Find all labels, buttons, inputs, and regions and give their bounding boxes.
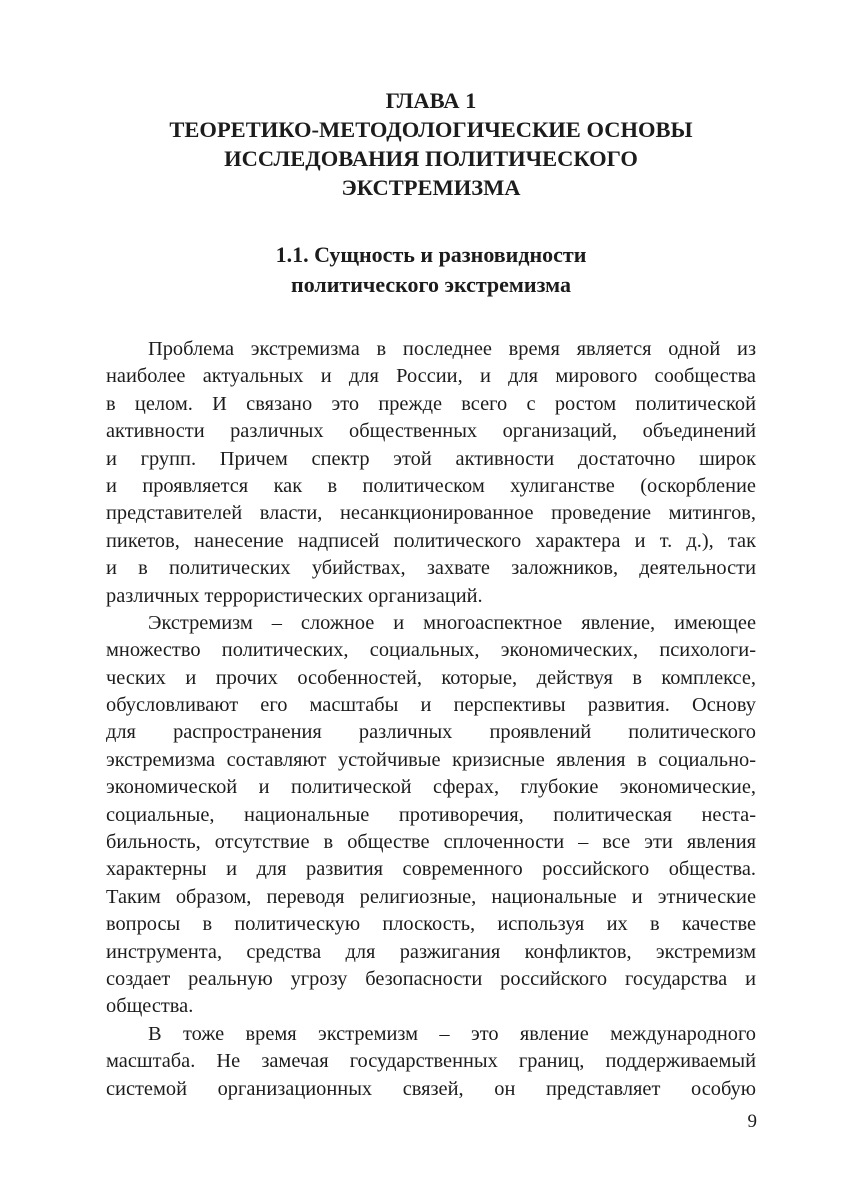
text-line: и групп. Причем спектр этой активности достаточно широк xyxy=(106,447,756,470)
section-title-line: политического экстремизма xyxy=(291,272,571,297)
text-line: активности различных общественных организаций, объединений xyxy=(106,420,756,443)
body-text xyxy=(106,336,756,1103)
section-title xyxy=(106,240,756,300)
text-line: В тоже время экстремизм – это явление международного xyxy=(148,1022,756,1045)
text-line: и проявляется как в политическом хулиганстве (оскорбление xyxy=(106,474,756,497)
chapter-title-line: ИССЛЕДОВАНИЯ ПОЛИТИЧЕСКОГО xyxy=(224,146,638,171)
page-content xyxy=(106,86,756,1103)
text-line: Таким образом, переводя религиозные, национальные и этнические xyxy=(106,885,756,908)
chapter-title xyxy=(106,86,756,202)
text-line: системой организационных связей, он представляет особую xyxy=(106,1077,756,1100)
text-line: инструмента, средства для разжигания конфликтов, экстремизм xyxy=(106,940,756,963)
text-line: масштаба. Не замечая государственных границ, поддерживаемый xyxy=(106,1050,756,1073)
text-line: Проблема экстремизма в последнее время является одной из xyxy=(148,338,756,360)
text-line: для распространения различных проявлений политического xyxy=(106,721,756,744)
text-line: и в политических убийствах, захвате заложников, деятельности xyxy=(106,557,756,580)
text-line: пикетов, нанесение надписей политического характера и т. д.), так xyxy=(106,529,756,552)
chapter-title-line: ЭКСТРЕМИЗМА xyxy=(341,175,521,200)
text-line: характерны и для развития современного российского общества. xyxy=(106,858,756,881)
paragraph-1 xyxy=(106,336,756,610)
text-line: общества. xyxy=(106,995,194,1018)
text-line: ческих и прочих особенностей, которые, действуя в комплексе, xyxy=(106,666,756,689)
text-line: бильность, отсутствие в обществе сплоченности – все эти явления xyxy=(106,831,756,854)
text-line: экономической и политической сферах, глубокие экономические, xyxy=(106,776,756,799)
text-line: обусловливают его масштабы и перспективы развития. Основу xyxy=(106,694,756,717)
text-line: множество политических, социальных, экономических, психологи- xyxy=(106,639,756,662)
text-line: социальные, национальные противоречия, политическая неста- xyxy=(106,803,756,826)
text-line: Экстремизм – сложное и многоаспектное явление, имеющее xyxy=(148,611,756,634)
text-line: вопросы в политическую плоскость, используя их в качестве xyxy=(106,913,756,936)
text-line: различных террористических организаций. xyxy=(106,584,483,607)
chapter-title-line: ГЛАВА 1 xyxy=(385,88,477,113)
text-line: в целом. И связано это прежде всего с ростом политической xyxy=(106,392,756,415)
section-title-line: 1.1. Сущность и разновидности xyxy=(275,242,587,267)
text-line: представителей власти, несанкционированное проведение митингов, xyxy=(106,502,756,525)
text-line: создает реальную угрозу безопасности российского государства и xyxy=(106,967,756,990)
paragraph-2 xyxy=(106,610,756,1021)
text-line: наиболее актуальных и для России, и для мирового сообщества xyxy=(106,365,756,388)
page-number: 9 xyxy=(747,1111,757,1132)
chapter-title-line: ТЕОРЕТИКО-МЕТОДОЛОГИЧЕСКИЕ ОСНОВЫ xyxy=(169,117,693,142)
text-line: экстремизма составляют устойчивые кризисные явления в социально- xyxy=(106,748,756,771)
paragraph-3 xyxy=(106,1021,756,1103)
